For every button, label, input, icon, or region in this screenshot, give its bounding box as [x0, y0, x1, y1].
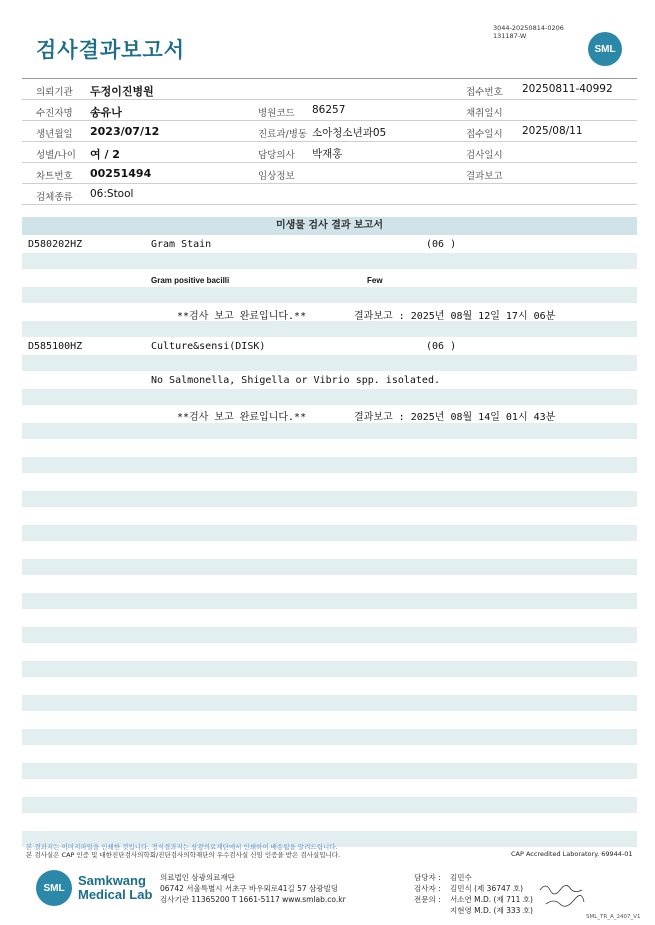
doctor-value: 박재홍	[312, 148, 343, 160]
info-row-1	[22, 79, 637, 100]
info-row-5	[22, 163, 637, 184]
collect-date-label: 채취일시	[466, 108, 503, 119]
cap-accreditation: CAP Accredited Laboratory. 69944-01	[511, 850, 633, 858]
test-finding-value: Few	[367, 276, 383, 285]
test-specimen-code: (06 )	[426, 341, 457, 352]
clinical-label: 임상정보	[258, 171, 295, 182]
sml-logo: SML	[588, 32, 622, 66]
row-stripe	[22, 661, 637, 677]
info-row-3	[22, 121, 637, 142]
footer-address: 06742 서울특별시 서초구 바우뫼로41길 57 삼광빌딩	[160, 884, 339, 893]
test-finding: Gram positive bacilli	[151, 276, 230, 285]
footer-contact: 검사기관 11365200 T 1661-5117 www.smlab.co.kr	[160, 895, 346, 904]
page-title: 검사결과보고서	[36, 38, 186, 62]
row-stripe	[22, 695, 637, 711]
report-heading: 미생물 검사 결과 보고서	[22, 217, 637, 235]
footer-staff	[414, 872, 533, 916]
row-stripe	[22, 491, 637, 507]
document-code-line2: 131187-W	[493, 32, 527, 40]
info-row-4	[22, 142, 637, 163]
staff-name: 김민식 (제 36747 호)	[450, 884, 524, 893]
patient-label: 수진자명	[36, 108, 73, 119]
row-stripe	[22, 287, 637, 303]
row-stripe	[22, 321, 637, 337]
row-stripe	[22, 627, 637, 643]
staff-name: 김민수	[450, 873, 472, 882]
test-finding: No Salmonella, Shigella or Vibrio spp. isolated.	[151, 375, 440, 386]
row-stripe	[22, 457, 637, 473]
footer-org: 의료법인 삼광의료재단	[160, 873, 235, 882]
signature-image	[538, 880, 586, 910]
footer-brand-line2: Medical Lab	[78, 887, 153, 902]
row-stripe	[22, 763, 637, 779]
document-code-line1: 3044-20250814-0206	[493, 24, 564, 32]
test-complete-note: **검사 보고 완료입니다.**	[177, 412, 307, 423]
test-name: Culture&sensi(DISK)	[151, 341, 266, 352]
staff-role: 전문의 :	[414, 895, 441, 904]
staff-role: 담당자 :	[414, 873, 441, 882]
document-code	[493, 24, 564, 40]
receipt-no-value: 20250811-40992	[522, 83, 613, 95]
footer-brand-line1: Samkwang	[78, 873, 146, 888]
test-name: Gram Stain	[151, 239, 212, 250]
staff-role: 검사자 :	[414, 884, 441, 893]
row-stripe	[22, 729, 637, 745]
dob-label: 생년월일	[36, 129, 73, 140]
staff-name: 서소연 M.D. (제 711 호)	[450, 895, 533, 904]
hospital-value: 두정이진병원	[90, 85, 154, 98]
hospital-code-label: 병원코드	[258, 108, 295, 119]
hospital-label: 의뢰기관	[36, 87, 73, 98]
test-code: D585100HZ	[28, 341, 83, 352]
dob-value: 2023/07/12	[90, 125, 160, 138]
chart-no-value: 00251494	[90, 167, 152, 180]
image-print-notice: 본 결과지는 이미지파일을 인쇄한 것입니다. 정식결과지는 삼광의료재단에서 인쇄하여 배송됨을 알려드립니다.	[26, 843, 338, 851]
form-code: SML_TR_A_2407_V1	[586, 914, 641, 920]
test-specimen-code: (06 )	[426, 239, 457, 250]
row-stripe	[22, 797, 637, 813]
info-row-6	[22, 184, 637, 205]
footer-org-info	[160, 872, 346, 905]
test-report-time: 결과보고 : 2025년 08월 12일 17시 06분	[354, 311, 556, 322]
test-report-time: 결과보고 : 2025년 08월 14일 01시 43분	[354, 412, 556, 423]
dept-value: 소아청소년과05	[312, 127, 387, 139]
row-stripe	[22, 525, 637, 541]
specimen-value: 06:Stool	[90, 188, 134, 200]
info-row-2	[22, 100, 637, 121]
sex-age-label: 성별/나이	[36, 150, 76, 161]
row-stripe	[22, 423, 637, 439]
row-stripe	[22, 355, 637, 371]
dept-label: 진료과/병동	[258, 129, 308, 140]
row-stripe	[22, 253, 637, 269]
doctor-label: 담당의사	[258, 150, 295, 161]
chart-no-label: 차트번호	[36, 171, 73, 182]
test-complete-note: **검사 보고 완료입니다.**	[177, 311, 307, 322]
hospital-code-value: 86257	[312, 104, 346, 116]
patient-value: 송유나	[90, 106, 122, 119]
row-stripe	[22, 559, 637, 575]
footer-sml-logo: SML	[36, 870, 72, 906]
receipt-date-label: 접수일시	[466, 129, 503, 140]
test-date-label: 검사일시	[466, 150, 503, 161]
sex-age-value: 여 / 2	[90, 148, 120, 161]
result-report-label: 결과보고	[466, 171, 503, 182]
staff-name: 지현영 M.D. (제 333 호)	[450, 906, 533, 915]
receipt-no-label: 접수번호	[466, 87, 503, 98]
receipt-date-value: 2025/08/11	[522, 125, 583, 137]
test-code: D580202HZ	[28, 239, 83, 250]
row-stripe	[22, 389, 637, 405]
accreditation-notice: 본 검사실은 CAP 인증 및 대한진단검사의학회/진단검사의학재단의 우수검사실 신임 인증을 받은 검사실입니다.	[26, 851, 341, 859]
footer-brand	[78, 874, 152, 902]
row-stripe	[22, 593, 637, 609]
specimen-label: 검체종류	[36, 192, 73, 203]
